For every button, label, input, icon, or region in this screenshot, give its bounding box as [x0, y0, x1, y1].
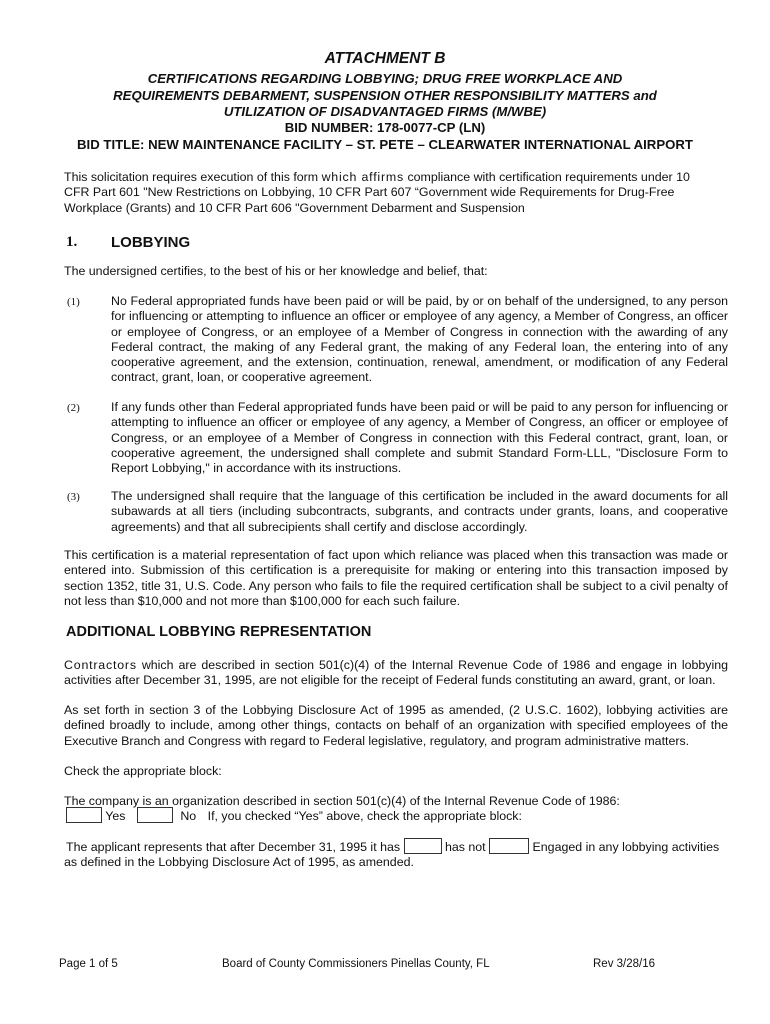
check-block-instruction: Check the appropriate block: — [64, 764, 222, 778]
cert-title-line1: CERTIFICATIONS REGARDING LOBBYING; DRUG FREE WORKPLACE AND — [147, 71, 623, 86]
cert-title-line3: UTILIZATION OF DISADVANTAGED FIRMS (M/WBE) — [223, 104, 547, 119]
contractors-paragraph: Contractors which are described in section 501(c)(4) of the Internal Revenue Code of 1986 and engage in lobbying activities after December 31, 1995, are not eligible for the receipt of Federal funds constituting an award, grant, or loan. — [64, 658, 728, 688]
yes-no-row — [66, 807, 522, 823]
material-representation-paragraph: This certification is a material representation of fact upon which reliance was placed when this transaction was made or entered into. Submission of this certification is a prerequisite for making or entering into this transaction imposed by section 1352, title 31, U.S. Code. Any person who fails to file the required certification shall be subject to a civil penalty of not less than $10,000 and not more than $100,000 for each such failure. — [64, 548, 728, 608]
additional-lobbying-heading: ADDITIONAL LOBBYING REPRESENTATION — [66, 624, 372, 640]
bid-title: BID TITLE: NEW MAINTENANCE FACILITY – ST. PETE – CLEARWATER INTERNATIONAL AIRPORT — [77, 137, 693, 152]
intro-line3: Workplace (Grants) and 10 CFR Part 606 "Government Debarment and Suspension — [64, 200, 525, 215]
item-number: (1) — [67, 296, 80, 308]
certifies-statement: The undersigned certifies, to the best of his or her knowledge and belief, that: — [64, 264, 488, 278]
intro-line2: CFR Part 601 "New Restrictions on Lobbying, 10 CFR Part 607 “Government wide Requirements for Drug-Free — [64, 185, 675, 200]
lobbying-item-text: If any funds other than Federal appropriated funds have been paid or will be paid to any person for influencing or attempting to influence an officer or employee of any agency, a Member of Congress, an officer or employee of Congress, or an employee of a Member of Congress in connection with this Federal contract, grant, loan, or cooperative agreement, the undersigned shall complete and submit Standard Form-LLL, "Disclosure Form to Report Lobbying," in accordance with its instructions. — [111, 400, 728, 476]
has-checkbox[interactable] — [404, 838, 442, 854]
item-number: (2) — [67, 402, 80, 414]
page-number: Page 1 of 5 — [59, 958, 118, 970]
applicant-statement-continued: as defined in the Lobbying Disclosure Act of 1995, as amended. — [64, 855, 414, 869]
footer-organization: Board of County Commissioners Pinellas County, FL — [222, 958, 490, 970]
no-checkbox[interactable] — [137, 807, 173, 823]
has-not-checkbox[interactable] — [489, 838, 529, 854]
intro-paragraph — [64, 170, 728, 216]
yes-checkbox[interactable] — [66, 807, 102, 823]
lobbying-item-text: No Federal appropriated funds have been paid or will be paid, by or on behalf of the undersigned, to any person for influencing or attempting to influence an officer or employee of any agency, a Member of Congress, an officer or employee of Congress, or an employee of a Member of Congress in connection with the awarding of any Federal contract, the making of any Federal grant, the making of any Federal loan, the entering into of any cooperative agreement, and the extension, continuation, renewal, amendment, or modification of any Federal contract, grant, loan, or cooperative agreement. — [111, 294, 728, 385]
cert-title-line2: REQUIREMENTS DEBARMENT, SUSPENSION OTHER RESPONSIBILITY MATTERS and — [113, 88, 657, 103]
revision-date: Rev 3/28/16 — [593, 958, 656, 970]
lobbying-item-text: The undersigned shall require that the language of this certification be included in the award documents for all subawards at all tiers (including subcontracts, subgrants, and contracts under grants, loans, and cooperative agreements) and that all subrecipients shall certify and disclose accordingly. — [111, 489, 728, 534]
no-label: No — [180, 809, 197, 823]
attachment-title: ATTACHMENT B — [324, 50, 446, 67]
applicant-statement: The applicant represents that after December 31, 1995 it has — [66, 840, 401, 854]
applicant-row — [66, 838, 719, 854]
company-organization-line: The company is an organization described in section 501(c)(4) of the Internal Revenue Code of 1986: — [64, 794, 620, 808]
set-forth-paragraph: As set forth in section 3 of the Lobbying Disclosure Act of 1995 as amended, (2 U.S.C. 1602), lobbying activities are defined broadly to include, among other things, contacts on behalf of an organization with specified employees of the Executive Branch and Congress with regard to Federal legislative, regulatory, and program administrative matters. — [64, 703, 728, 748]
yes-label: Yes — [105, 809, 126, 823]
item-number: (3) — [67, 491, 80, 503]
intro-line1: This solicitation requires execution of this form which affirms compliance with certification requirements under 10 — [64, 170, 690, 184]
bid-number: BID NUMBER: 178-0077-CP (LN) — [284, 120, 486, 135]
section-number: 1. — [66, 234, 78, 250]
engaged-label: Engaged in any lobbying activities — [532, 840, 720, 854]
if-yes-instruction: If, you checked “Yes” above, check the appropriate block: — [207, 809, 522, 823]
section-heading-lobbying: LOBBYING — [111, 234, 191, 251]
has-not-label: has not — [444, 840, 486, 854]
